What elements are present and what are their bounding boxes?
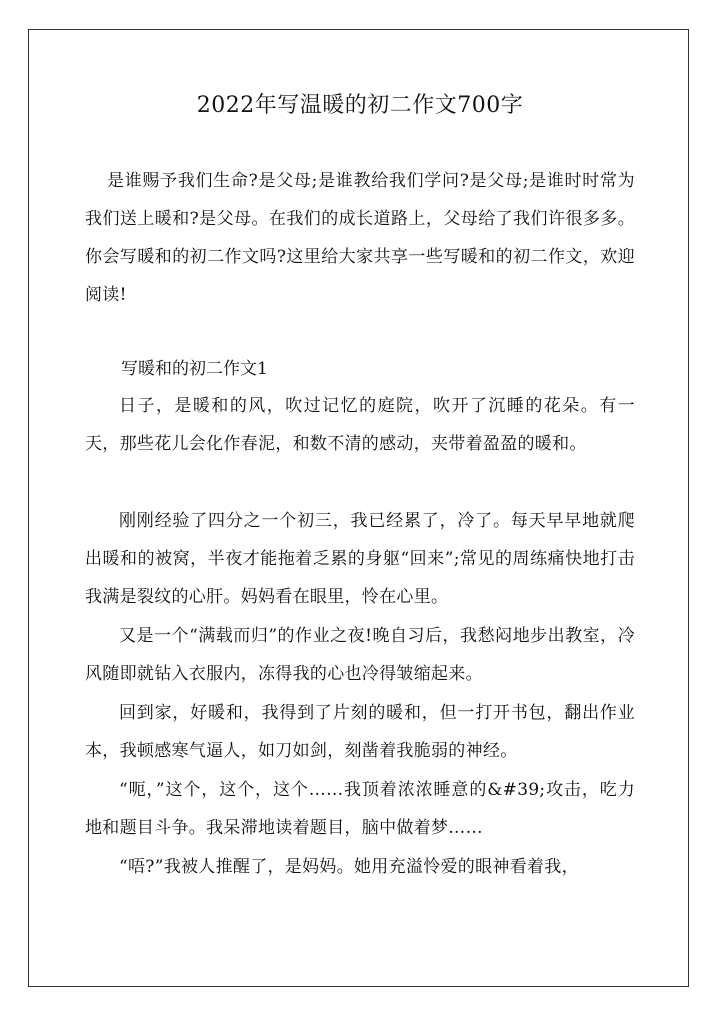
body-paragraph: 又是一个“满载而归”的作业之夜!晚自习后，我愁闷地步出教室，冷风随即就钻入衣服内，冻得我的心也冷得皱缩起来。: [85, 626, 635, 684]
body-paragraph: 回到家，好暖和，我得到了片刻的暖和，但一打开书包，翻出作业本，我顿感寒气逼人，如刀如剑，刻凿着我脆弱的神经。: [85, 703, 635, 761]
body-paragraph: “呃，”这个，这个，这个……我顶着浓浓睡意的&#39;攻击，吃力地和题目斗争。我呆滞地读着题目，脑中做着梦……: [85, 780, 635, 838]
intro-paragraph: 是谁赐予我们生命?是父母;是谁教给我们学问?是父母;是谁时时常为我们送上暖和?是父母。在我们的成长道路上，父母给了我们许很多多。你会写暖和的初二作文吗?这里给大家共享一些写暖和的初二作文，欢迎阅读!: [85, 171, 635, 305]
body-paragraph: 日子，是暖和的风，吹过记忆的庭院，吹开了沉睡的花朵。有一天，那些花儿会化作春泥，和数不清的感动，夹带着盈盈的暖和。: [85, 396, 635, 454]
body-paragraph: 刚刚经验了四分之一个初三，我已经累了，冷了。每天早早地就爬出暖和的被窝，半夜才能拖着乏累的身躯“回来”;常见的周练痛快地打击我满是裂纹的心肝。妈妈看在眼里，怜在心里。: [85, 511, 635, 607]
body-paragraph: “唔?”我被人推醒了，是妈妈。她用充溢怜爱的眼神看着我，: [119, 857, 579, 877]
section-heading: 写暖和的初二作文1: [121, 359, 268, 379]
page-title: 2022年写温暖的初二作文700字: [196, 93, 524, 118]
